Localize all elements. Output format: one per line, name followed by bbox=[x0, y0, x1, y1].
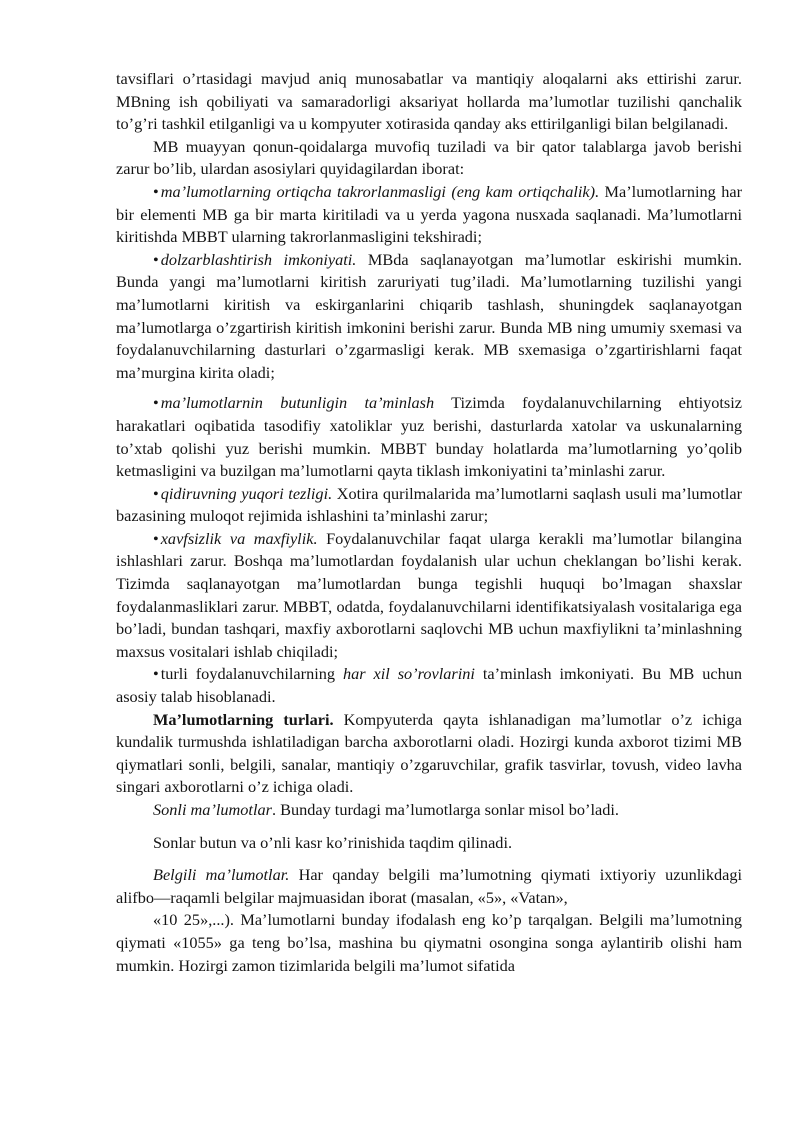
bullet-queries bbox=[116, 663, 742, 708]
type-text: Har qanday belgili ma’lumotning qiymati ixtiyoriy uzunlikdagi alifbo—raqamli belgilar majmuasidan iborat (masalan, «5», «Vatan», bbox=[116, 865, 742, 907]
bullet-actualization bbox=[116, 249, 742, 385]
paragraph-requirements: MB muayyan qonun-qoidalarga muvofiq tuziladi va bir qator talablarga javob berishi zarur bo’lib, ulardan asosiylari quyidagilardan iborat: bbox=[116, 136, 742, 179]
bullet-term: ma’lumotlarnin butunligin ta’minlash bbox=[160, 393, 435, 413]
bullet-redundancy bbox=[116, 181, 742, 249]
bullet-text: Foydalanuvchilar faqat ularga kerakli ma’lumotlar bilangina ishlashlari zarur. Boshqa ma’lumotlardan foydalanish ular uchun cheklangan bo’lishi kerak. Tizimda saqlanayotgan ma’lumotlardan bunga tegishli huquqi bo’lmagan shaxslar foydalanmasliklari zarur. MBBT, odatda, foydalanuvchilarni identifikatsiyalash vositalariga ega bo’ladi, bundan tashqari, maxfiy axborotlarni saqlovchi MB uchun maxfiylikni ta’minlashning maxsus vositalari ishlab chiqiladi; bbox=[116, 528, 742, 661]
bullet-prefix: turli foydalanuvchilarning bbox=[160, 664, 343, 684]
bullet-integrity bbox=[116, 392, 742, 482]
bullet-text: MBda saqlanayotgan ma’lumotlar eskirishi mumkin. Bunda yangi ma’lumotlarni kiritish zaruriyati tug’iladi. Ma’lumotlarning tuzilishi yangi ma’lumotlarni kiritish va eskirganlarini chiqarib tashlash, shuningdek saqlanayotgan ma’lumotlarga o’zgartirish kiritish imkonini berishi zarur. Bunda MB ning umumiy sxemasi va foydalanuvchilarning dasturlari o’zgarmasligi kerak. MB sxemasiga o’zgartirishlarni faqat ma’murgina kirita oladi; bbox=[116, 249, 742, 382]
bullet-term: xavfsizlik va maxfiylik. bbox=[160, 528, 318, 548]
bullet-text: Ma’lumotlarning har bir elementi MB ga bir marta kiritiladi va u yerda yagona nusxada saqlanadi. Ma’lumotlarni kiritishda MBBT ularning takrorlanmasligini tekshiradi; bbox=[116, 181, 742, 247]
paragraph-intro: tavsiflari o’rtasidagi mavjud aniq munosabatlar va mantiqiy aloqalarni aks ettirishi zarur. MBning ish qobiliyati va samaradorligi aksariyat hollarda ma’lumotlar tuzilishi qanchalik to’g’ri tashkil etilganligi va u kompyuter xotirasida qanday aks ettirilganligi bilan belgilanadi. bbox=[116, 69, 742, 134]
bullet-term: qidiruvning yuqori tezligi. bbox=[160, 483, 333, 503]
paragraph-numeric bbox=[116, 799, 742, 822]
bullet-search-speed bbox=[116, 483, 742, 528]
bullet-term: ma’lumotlarning ortiqcha takrorlanmasligi (eng kam ortiqchalik). bbox=[160, 181, 600, 201]
paragraph-character-cont: «10 25»,...). Ma’lumotlarni bunday ifodalash eng ko’p tarqalgan. Belgili ma’lumotning qiymati «1055» ga teng bo’lsa, mashina bu qiymatni osongina songa aylantirib olishi ham mumkin. Hozirgi zamon tizimlarida belgili ma’lumot sifatida bbox=[116, 910, 742, 975]
bullet-term: har xil so’rovlarini bbox=[342, 664, 475, 684]
bullet-security bbox=[116, 528, 742, 664]
paragraph-number-forms: Sonlar butun va o’nli kasr ko’rinishida taqdim qilinadi. bbox=[153, 832, 513, 852]
type-term: Belgili ma’lumotlar. bbox=[153, 865, 290, 885]
type-term: Sonli ma’lumotlar bbox=[153, 800, 272, 819]
section-heading: Ma’lumotlarning turlari. bbox=[153, 709, 334, 729]
bullet-text: ta’minlash imkoniyati. Bu MB uchun asosiy talab hisoblanadi. bbox=[116, 664, 742, 707]
bullet-term: dolzarblashtirish imkoniyati. bbox=[160, 249, 357, 269]
paragraph-character bbox=[116, 864, 742, 909]
paragraph-data-types bbox=[116, 709, 742, 799]
type-text: . Bunday turdagi ma’lumotlarga sonlar misol bo’ladi. bbox=[271, 800, 619, 819]
section-text: Kompyuterda qayta ishlanadigan ma’lumotlar o’z ichiga kundalik turmushda ishlatiladigan barcha axborotlarni oladi. Hozirgi kunda axborot tizimi MB qiymatlari sonli, belgili, sanalar, mantiqiy o’zgaruvchilar, grafik tasvirlar, tovush, video lavha singari axborotlarni o’z ichiga oladi. bbox=[116, 709, 742, 797]
bullet-text: Xotira qurilmalarida ma’lumotlarni saqlash usuli ma’lumotlar bazasining muloqot rejimida ishlashini ta’minlashi zarur; bbox=[116, 483, 742, 526]
bullet-text: Tizimda foydalanuvchilarning ehtiyotsiz harakatlari oqibatida tasodifiy xatoliklar yuz berishi, dasturlarda xatolar va uskunalarning to’xtab qolishi yuz berishi mumkin. MBBT bunday holatlarda ma’lumotlarning yo’qolib ketmasligini va buzilgan ma’lumotlarni qayta tiklash imkoniyatini ta’minlashi zarur. bbox=[116, 393, 742, 481]
